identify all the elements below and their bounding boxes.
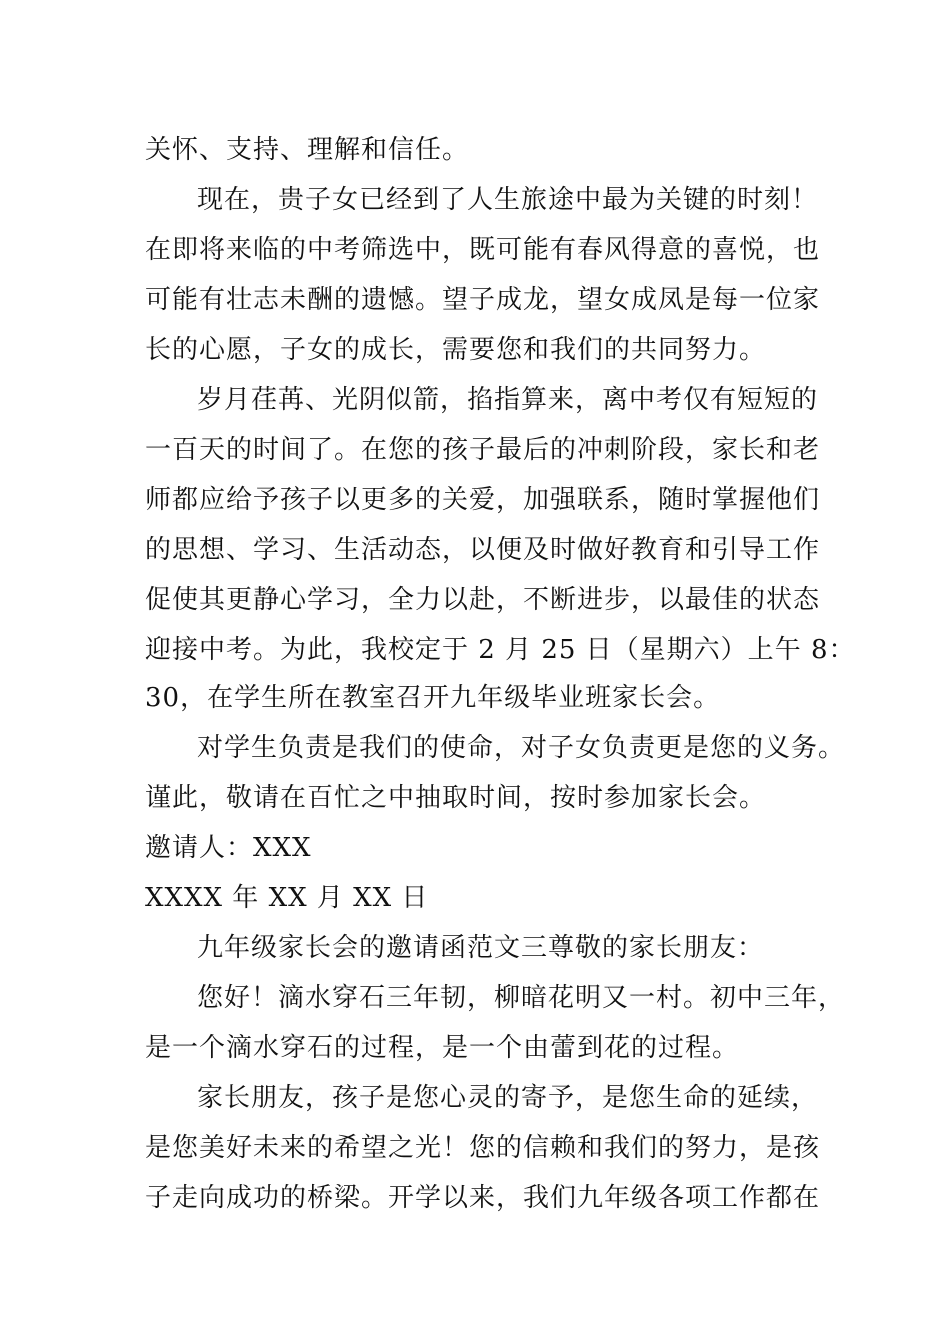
text-line-3: 在即将来临的中考筛选中，既可能有春风得意的喜悦，也 (145, 235, 821, 265)
text-line-1: 关怀、支持、理解和信任。 (145, 135, 470, 165)
text-line-13: 对学生负责是我们的使命，对子女负责更是您的义务。 (197, 733, 846, 763)
inviter-line: 邀请人：XXX (145, 833, 312, 863)
text-line-12: 30，在学生所在教室召开九年级毕业班家长会。 (145, 683, 721, 713)
section-heading-line: 九年级家长会的邀请函范文三尊敬的家长朋友： (197, 933, 765, 963)
text-line-22: 子走向成功的桥梁。开学以来，我们九年级各项工作都在 (145, 1183, 821, 1213)
text-line-14: 谨此，敬请在百忙之中抽取时间，按时参加家长会。 (145, 783, 767, 813)
date-line: XXXX 年 XX 月 XX 日 (145, 883, 429, 913)
text-line-19: 是一个滴水穿石的过程，是一个由蕾到花的过程。 (145, 1033, 740, 1063)
text-line-2: 现在，贵子女已经到了人生旅途中最为关键的时刻！ (197, 185, 819, 215)
text-line-21: 是您美好未来的希望之光！您的信赖和我们的努力，是孩 (145, 1133, 821, 1163)
text-line-20: 家长朋友，孩子是您心灵的寄予，是您生命的延续， (197, 1083, 819, 1113)
text-line-8: 师都应给予孩子以更多的关爱，加强联系，随时掌握他们 (145, 485, 821, 515)
text-line-10: 促使其更静心学习，全力以赴，不断进步，以最佳的状态 (145, 585, 821, 615)
text-line-5: 长的心愿，子女的成长，需要您和我们的共同努力。 (145, 335, 767, 365)
text-line-18: 您好！滴水穿石三年韧，柳暗花明又一村。初中三年， (197, 983, 846, 1013)
text-line-4: 可能有壮志未酬的遗憾。望子成龙，望女成凤是每一位家 (145, 285, 821, 315)
text-line-6: 岁月荏苒、光阴似箭，掐指算来，离中考仅有短短的 (197, 385, 819, 415)
text-line-11: 迎接中考。为此，我校定于 2 月 25 日（星期六）上午 8： (145, 635, 856, 665)
text-line-9: 的思想、学习、生活动态，以便及时做好教育和引导工作 (145, 535, 821, 565)
text-line-7: 一百天的时间了。在您的孩子最后的冲刺阶段，家长和老 (145, 435, 821, 465)
